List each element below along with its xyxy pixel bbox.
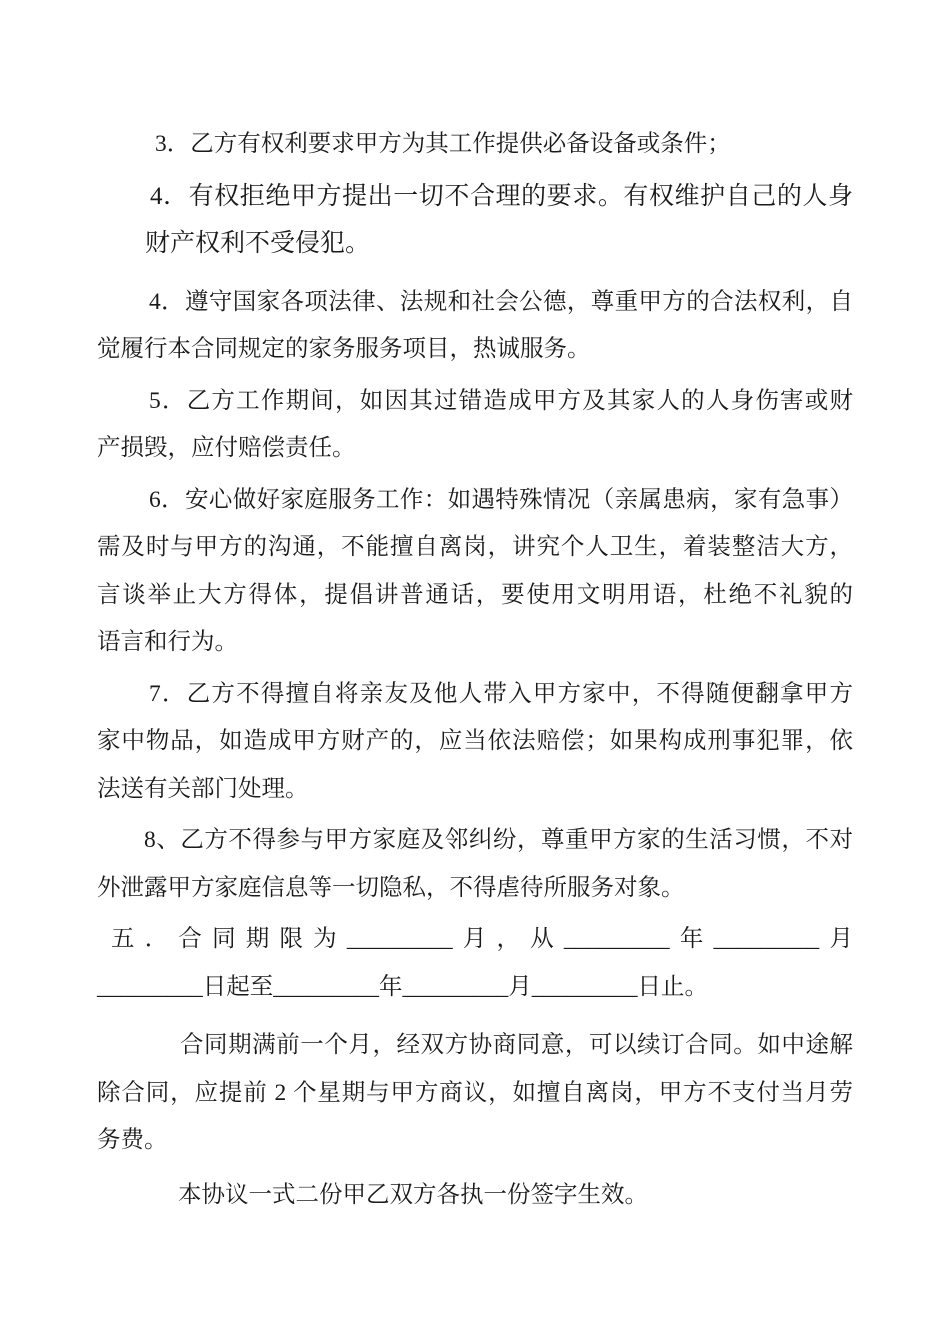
text-line: 6．安心做好家庭服务工作：如遇特殊情况（亲属患病，家有急事） bbox=[149, 486, 853, 513]
text-line: 3．乙方有权利要求甲方为其工作提供必备设备或条件； bbox=[155, 131, 731, 157]
text-line: 5．乙方工作期间，如因其过错造成甲方及其家人的人身伤害或财 bbox=[149, 387, 853, 414]
paragraph-item-4-refuse bbox=[97, 173, 853, 268]
paragraph-renewal bbox=[97, 1022, 853, 1165]
text-line: 法送有关部门处理。 bbox=[97, 775, 309, 802]
text-line: 4．有权拒绝甲方提出一切不合理的要求。有权维护自己的人身 bbox=[150, 182, 853, 210]
text-line: 言谈举止大方得体，提倡讲普通话，要使用文明用语，杜绝不礼貌的 bbox=[97, 581, 853, 608]
paragraph-copies bbox=[97, 1172, 853, 1220]
text-line: 4．遵守国家各项法律、法规和社会公德，尊重甲方的合法权利，自 bbox=[149, 288, 853, 315]
text-line: 产损毁，应付赔偿责任。 bbox=[97, 435, 356, 461]
document-body bbox=[97, 121, 853, 1219]
paragraph-clause-5-term bbox=[97, 916, 853, 1011]
text-line: 除合同，应提前 2 个星期与甲方商议，如擅自离岗，甲方不支付当月劳 bbox=[97, 1079, 853, 1106]
text-line: 财产权利不受侵犯。 bbox=[145, 230, 371, 257]
text-line: 需及时与甲方的沟通，不能擅自离岗，讲究个人卫生，着装整洁大方， bbox=[97, 534, 853, 560]
text-line: 觉履行本合同规定的家务服务项目，热诚服务。 bbox=[97, 336, 591, 362]
text-line: 语言和行为。 bbox=[97, 629, 238, 655]
text-line: 8、乙方不得参与甲方家庭及邻纠纷，尊重甲方家的生活习惯，不对 bbox=[144, 827, 853, 853]
text-line: 7．乙方不得擅自将亲友及他人带入甲方家中，不得随便翻拿甲方 bbox=[149, 680, 853, 707]
text-line: _________日起至_________年_________月_________日止。 bbox=[97, 973, 708, 1000]
text-line: 外泄露甲方家庭信息等一切隐私，不得虐待所服务对象。 bbox=[97, 874, 685, 901]
paragraph-item-3 bbox=[97, 121, 853, 169]
paragraph-item-8 bbox=[97, 817, 853, 912]
paragraph-item-4-abide bbox=[97, 279, 853, 374]
text-line: 五．合同期限为_________月，从_________年_________月 bbox=[111, 926, 853, 952]
paragraph-item-5 bbox=[97, 378, 853, 473]
text-line: 本协议一式二份甲乙双方各执一份签字生效。 bbox=[178, 1181, 648, 1208]
text-line: 合同期满前一个月，经双方协商同意，可以续订合同。如中途解 bbox=[180, 1032, 853, 1058]
text-line: 家中物品，如造成甲方财产的，应当依法赔偿；如果构成刑事犯罪，依 bbox=[97, 728, 853, 754]
paragraph-item-7 bbox=[97, 671, 853, 814]
text-line: 务费。 bbox=[97, 1127, 168, 1153]
paragraph-item-6 bbox=[97, 477, 853, 667]
